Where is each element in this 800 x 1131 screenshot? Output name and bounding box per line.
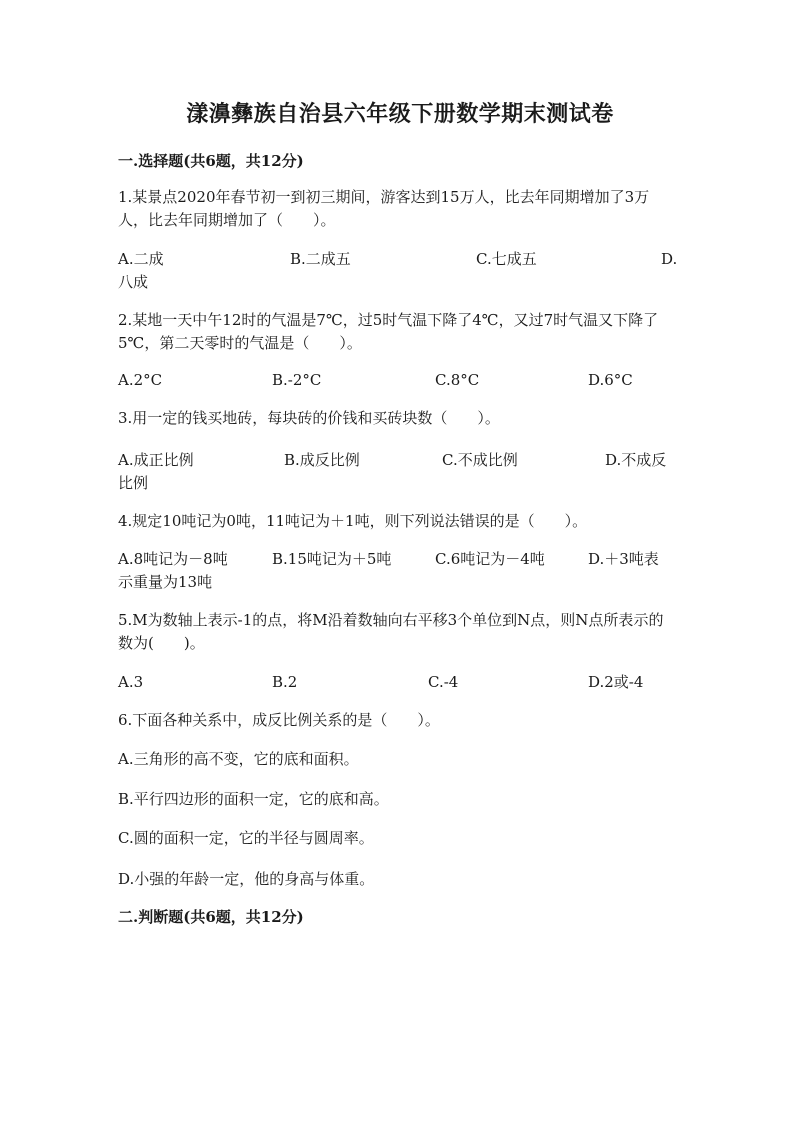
option-c: C.七成五	[476, 250, 537, 268]
question-5-text: 5.M为数轴上表示-1的点，将M沿着数轴向右平移3个单位到N点，则N点所表示的数为( )。	[118, 611, 664, 652]
option-b: B.-2°C	[272, 371, 322, 389]
option-a: A.2°C	[118, 371, 163, 389]
question-6-option-a: A.三角形的高不变，它的底和面积。	[118, 750, 359, 768]
option-d-continued: 比例	[118, 474, 149, 492]
question-6-option-c: C.圆的面积一定，它的半径与圆周率。	[118, 829, 374, 847]
option-a: A.8吨记为－8吨	[118, 550, 228, 568]
page-title: 漾濞彝族自治县六年级下册数学期末测试卷	[186, 101, 614, 127]
option-d-continued: 八成	[118, 273, 149, 291]
option-d: D.	[661, 250, 678, 268]
question-1-options	[118, 248, 678, 294]
option-b: B.二成五	[290, 250, 351, 268]
option-a: A.二成	[118, 250, 164, 268]
section-heading-judgement: 二.判断题(共6题，共12分)	[118, 908, 304, 926]
question-3-text: 3.用一定的钱买地砖，每块砖的价钱和买砖块数（ ）。	[118, 409, 500, 427]
option-b: B.成反比例	[284, 451, 360, 469]
question-4-options	[118, 548, 678, 594]
option-d: D.6°C	[588, 371, 633, 389]
option-c: C.不成比例	[442, 451, 518, 469]
question-4-text: 4.规定10吨记为0吨，11吨记为＋1吨，则下列说法错误的是（ ）。	[118, 512, 588, 530]
section-heading-choice: 一.选择题(共6题，共12分)	[118, 152, 304, 170]
question-3-options	[118, 449, 678, 495]
question-6-option-d: D.小强的年龄一定，他的身高与体重。	[118, 870, 375, 888]
option-b: B.15吨记为＋5吨	[272, 550, 392, 568]
option-b: B.2	[272, 673, 298, 691]
option-d: D.不成反	[605, 451, 667, 469]
question-1-text: 1.某景点2020年春节初一到初三期间，游客达到15万人，比去年同期增加了3万人，比去年同期增加了（ ）。	[118, 188, 650, 229]
option-c: C.-4	[428, 673, 459, 691]
option-a: A.成正比例	[118, 451, 194, 469]
option-c: C.6吨记为－4吨	[435, 550, 545, 568]
option-d-continued: 示重量为13吨	[118, 573, 213, 591]
question-6-option-b: B.平行四边形的面积一定，它的底和高。	[118, 790, 389, 808]
question-6-text: 6.下面各种关系中，成反比例关系的是（ ）。	[118, 711, 440, 729]
option-d: D.＋3吨表	[588, 550, 659, 568]
option-c: C.8°C	[435, 371, 480, 389]
option-d: D.2或-4	[588, 673, 644, 691]
question-2-text: 2.某地一天中午12时的气温是7℃，过5时气温下降了4℃，又过7时气温又下降了5℃，第二天零时的气温是（ ）。	[118, 311, 659, 352]
option-a: A.3	[118, 673, 144, 691]
